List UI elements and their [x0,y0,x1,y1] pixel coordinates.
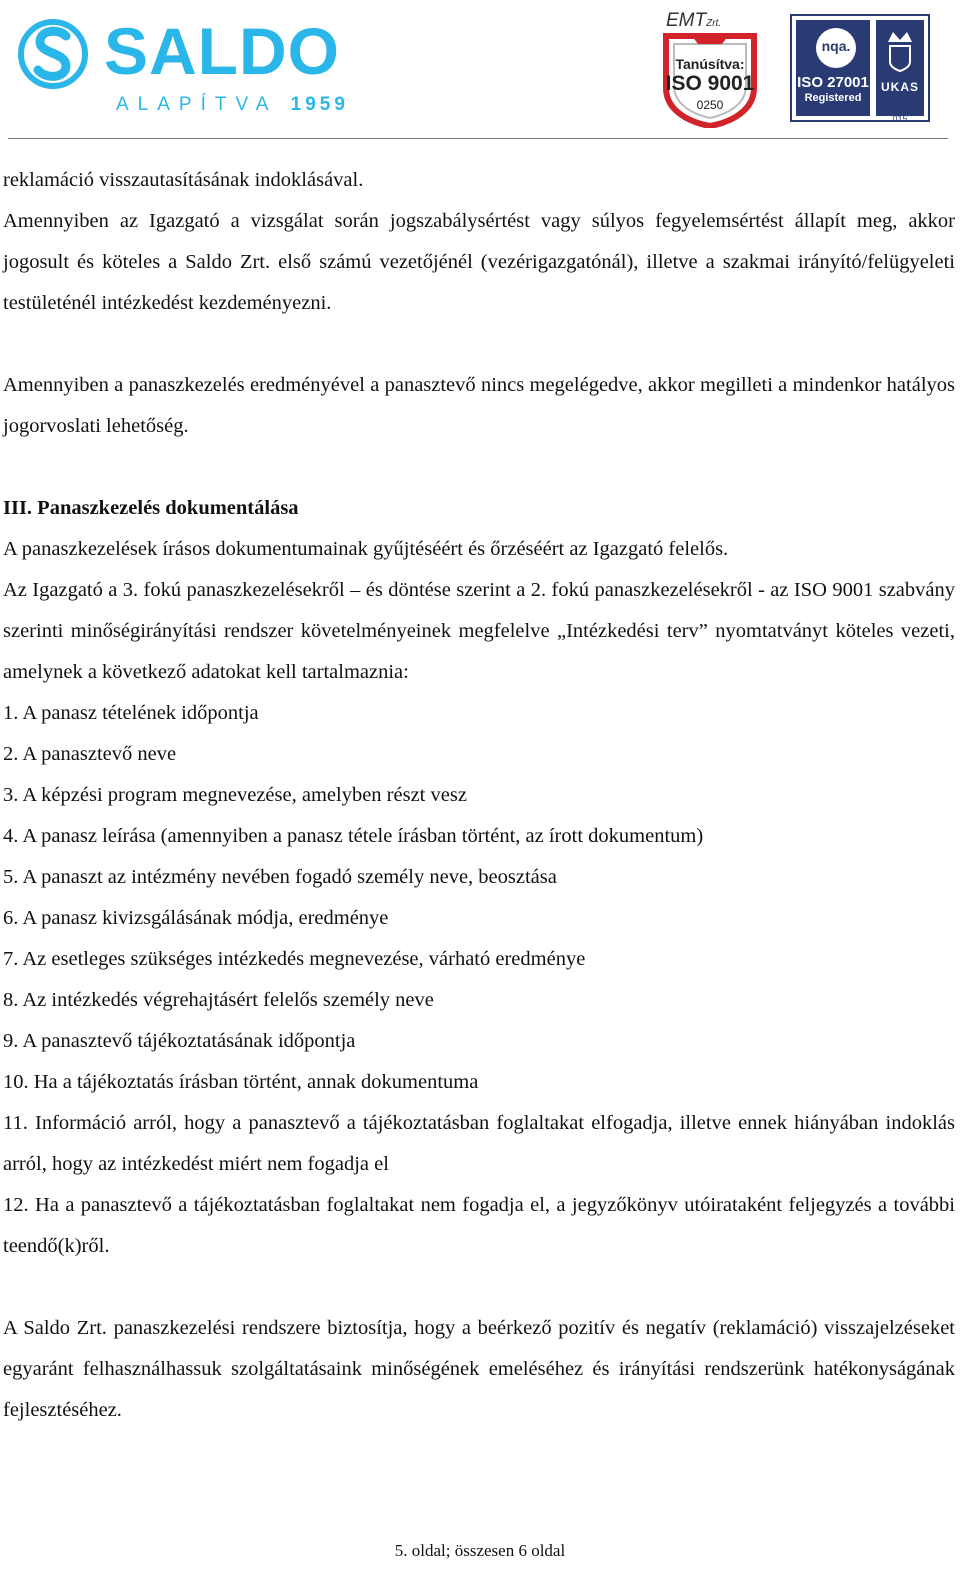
ukas-panel [876,20,924,116]
emt-cert-number: 0250 [696,98,724,112]
spacer [3,1267,955,1308]
section-heading: III. Panaszkezelés dokumentálása [3,497,299,519]
emt-cert-label: Tanúsítva: [675,56,745,72]
nqa-standard: ISO 27001 [797,74,869,91]
list-item: 9. A panasztevő tájékoztatásának időpontja [3,1030,356,1052]
list-item: 12. Ha a panasztevő a tájékoztatásban foglaltakat nem fogadja el, a jegyzőkönyv utóirataként feljegyzés a további teendő(k)ről. [3,1194,955,1257]
emt-label [666,10,721,32]
paragraph-legal-remedy: Amennyiben a panaszkezelés eredményével a panasztevő nincs megelégedve, akkor megilleti a mindenkor hatályos jogorvoslati lehetőség. [3,374,955,437]
logo-subtitle [116,94,349,116]
emt-iso9001-badge [660,10,760,130]
paragraph-director-authority: Amennyiben az Igazgató a vizsgálat során jogszabálysértést vagy súlyos fegyelemsértést állapít meg, akkor jogosult és köteles a Saldo Zrt. első számú vezetőjénél (vezérigazgatónál), illetve a szakmai irányító/felügyeleti testületénél intézkedést kezdeményezni. [3,210,955,314]
list-item: 2. A panasztevő neve [3,743,177,765]
page-number: 5. oldal; összesen 6 oldal [394,1541,566,1560]
saldo-s-icon [18,14,88,94]
nqa-registered: Registered [804,92,862,104]
spacer [3,324,955,365]
paragraph-continuation: reklamáció visszautasításának indoklásával. [3,169,364,191]
emt-label-suffix: Zrt. [706,18,722,29]
emt-cert-standard: ISO 9001 [665,72,755,95]
list-item: 1. A panasz tételének időpontja [3,702,259,724]
nqa-logo: nqa. [821,38,851,54]
ukas-text: UKAS [880,80,919,94]
paragraph-action-plan: Az Igazgató a 3. fokú panaszkezelésekről – és döntése szerint a 2. fokú panaszkezelésekről - az ISO 9001 szabvány szerinti minőségirányítási rendszer követelményeinek megfelelve „Intézkedési terv” nyomtatványt köteles vezeti, amelynek a következő adatokat kell tartalmaznia: [3,579,955,683]
list-item: 10. Ha a tájékoztatás írásban történt, annak dokumentuma [3,1071,479,1093]
list-item: 7. Az esetleges szükséges intézkedés megnevezése, várható eredménye [3,948,586,970]
list-item: 8. Az intézkedés végrehajtásért felelős személy neve [3,989,434,1011]
list-item: 6. A panasz kivizsgálásának módja, eredménye [3,907,389,929]
crown-icon [886,28,914,72]
page-header [0,0,960,140]
logo-name: SALDO [104,14,340,88]
document-body [3,160,955,1431]
logo-subtitle-year: 1959 [290,94,349,115]
nqa-panel [796,20,870,116]
nqa-ukas-badge [790,14,930,122]
ukas-number: 015 [892,114,908,124]
list-item: 3. A képzési program megnevezése, amelyben részt vesz [3,784,467,806]
header-divider [8,138,948,139]
emt-label-text: EMT [666,10,707,31]
paragraph-responsibility: A panaszkezelések írásos dokumentumainak gyűjtéséért és őrzéséért az Igazgató felelős. [3,538,729,560]
list-item: 11. Információ arról, hogy a panasztevő a tájékoztatásban foglaltakat elfogadja, illetve ennek hiányában indoklás arról, hogy az intézkedést miért nem fogadja el [3,1112,955,1175]
list-item: 5. A panaszt az intézmény nevében fogadó személy neve, beosztása [3,866,557,888]
paragraph-closing: A Saldo Zrt. panaszkezelési rendszere biztosítja, hogy a beérkező pozitív és negatív (reklamáció) visszajelzéseket egyaránt felhasználhassuk szolgáltatásaink minőségének emeléséhez és irányítási rendszerünk hatékonyságának fejlesztéséhez. [3,1317,955,1421]
spacer [3,447,955,488]
list-item: 4. A panasz leírása (amennyiben a panasz tétele írásban történt, az írott dokumentum) [3,825,704,847]
logo-subtitle-text: ALAPÍTVA [116,94,277,115]
saldo-logo [18,10,349,120]
